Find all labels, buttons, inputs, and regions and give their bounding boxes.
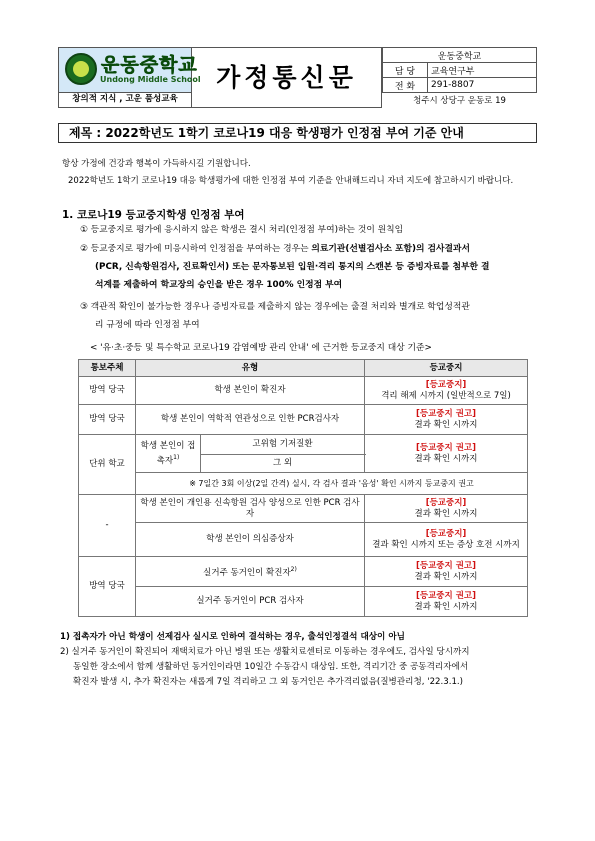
section-1-item-2-line-2: (PCR, 신속항원검사, 진료확인서) 또는 문자통보된 입원·격리 통지의 스캔본 등 증빙자료를 첨부한 결 [95,262,490,272]
school-address: 청주시 상당구 운동로 19 [413,96,506,106]
section-1-item-2-line-3: 석계를 제출하여 학교장의 승인을 받은 경우 100% 인정점 부여 [95,280,343,290]
school-motto: 창의적 지식 , 고운 품성교육 [58,91,192,108]
logo-school-name: 운동중학교 [101,54,198,76]
school-emblem-icon [65,53,97,85]
intro-line-1: 항상 가정에 건강과 행복이 가득하시길 기원합니다. [62,159,251,169]
section-1-item-2: ② 등교중지로 평가에 미응시하여 인정점을 부여하는 경우는 의료기관(선별검사소 포함)의 검사결과서 [80,244,471,254]
section-1-item-3-line-2: 리 규정에 따라 인정점 부여 [95,320,200,330]
school-logo [58,47,201,93]
table-row: 방역 당국 학생 본인이 확진자 [등교중지] 격리 해제 시까지 (일반적으로 7일) [79,377,528,405]
section-1-title: 1. 코로나19 등교중지학생 인정점 부여 [62,209,245,221]
table-row: 방역 당국 학생 본인이 역학적 연관성으로 인한 PCR검사자 [등교중지 권고] 결과 확인 시까지 [79,405,528,435]
footnote-2: 2) 실거주 동거인이 확진되어 재택치료가 아닌 병원 또는 생활치료센터로 이동하는 경우에도, 검사일 당시까지 [60,647,470,657]
footnote-2-line-3: 확진자 발생 시, 추가 확진자는 새롭게 7일 격리하고 그 외 동거인은 추가격리없음(질병관리청, '22.3.1.) [73,677,464,687]
table-row: ※ 7일간 3회 이상(2일 간격) 실시, 각 검사 결과 '음성' 확인 시까지 등교중지 권고 [79,473,528,495]
footnote-2-line-2: 동일한 장소에서 함께 생활하던 동거인이라면 10일간 수동감시 대상임. 또한, 격리기간 중 공동격리자에서 [73,662,469,672]
col-header-subject: 통보주체 [79,360,136,377]
table-row: - 학생 본인이 개인용 신속항원 검사 양성으로 인한 PCR 검사자 [등교중지] 결과 확인 시까지 [79,495,528,523]
table-row: 실거주 동거인이 PCR 검사자 [등교중지 권고] 결과 확인 시까지 [79,587,528,617]
section-1-item-3: ③ 객관적 확인이 불가능한 경우나 증빙자료를 제출하지 않는 경우에는 출결 처리와 별개로 학업성적관 [80,302,470,312]
col-header-type: 유형 [136,360,365,377]
info-phone-label: 전 화 [383,78,428,93]
subject-line: 제목 : 2022학년도 1학기 코로나19 대응 학생평가 인정점 부여 기준 안내 [58,123,537,143]
logo-english-name: Undong Middle School [100,75,201,84]
table-row: 학생 본인이 의심증상자 [등교중지] 결과 확인 시까지 또는 증상 호전 시까지 [79,523,528,557]
info-phone-value: 291-8807 [428,78,537,93]
info-school: 운동중학교 [383,48,537,63]
intro-line-2: 2022학년도 1학기 코로나19 대응 학생평가에 대한 인정점 부여 기준을 안내해드리니 자녀 지도에 참고하시기 바랍니다. [68,176,514,186]
col-header-stop: 등교중지 [365,360,528,377]
quarantine-criteria-table [78,359,528,617]
table-caption: < '유·초·중등 및 특수학교 코로나19 감염예방 관리 안내' 에 근거한 등교중지 대상 기준> [90,343,432,353]
title-box [192,47,382,108]
table-row: 그 외 [79,455,528,473]
table-row: 방역 당국 실거주 동거인이 확진자$^{2)}$ [등교중지 권고] 결과 확인 시까지 [79,557,528,587]
info-table [382,47,537,93]
footnote-1: 1) 접촉자가 아닌 학생이 선제검사 실시로 인하여 결석하는 경우, 출석인정결석 대상이 아님 [60,632,405,642]
page-title: 가정통신문 [216,63,357,92]
section-1-item-1: ① 등교중지로 평가에 응시하지 않은 학생은 결시 처리(인정점 부여)하는 것이 원칙임 [80,225,404,235]
table-row: 단위 학교 학생 본인이 접촉자$^{1)}$ 고위험 기저질환 [등교중지 권고] 결과 확인 시까지 [79,435,528,455]
info-dept-label: 담 당 [383,63,428,78]
info-dept-value: 교육연구부 [428,63,537,78]
table-header-row [79,360,528,377]
